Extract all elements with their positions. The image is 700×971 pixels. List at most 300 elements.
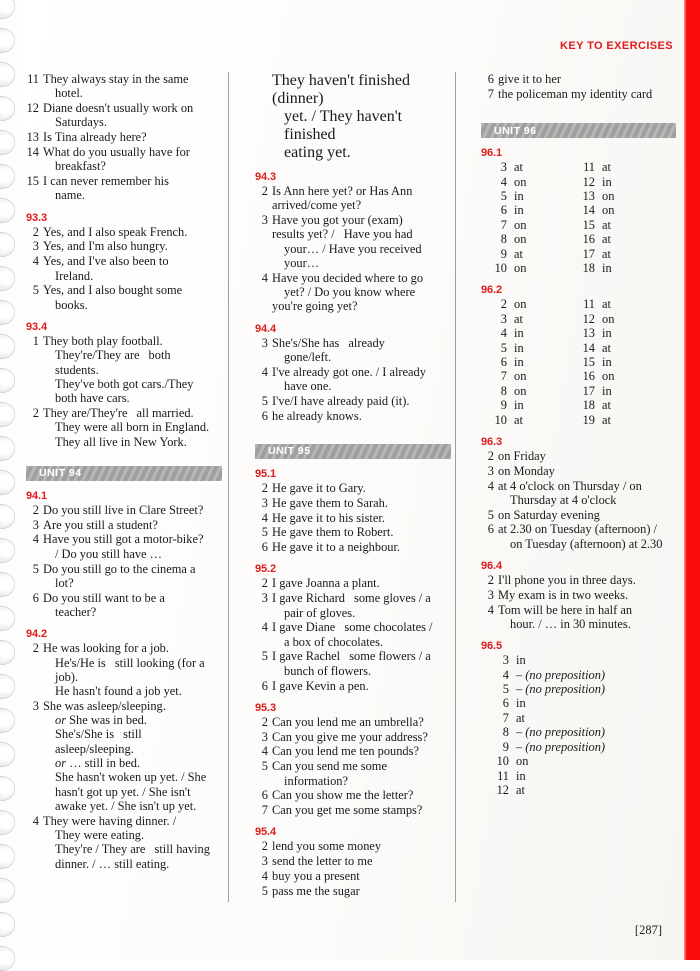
preposition-row-number: 14 <box>582 340 595 355</box>
answer-line: Can you send me some <box>272 759 387 774</box>
answer-item <box>26 503 222 517</box>
preposition-row-value: at <box>514 246 523 261</box>
answer-item <box>26 814 222 871</box>
answer-item-number: 3 <box>261 729 268 744</box>
answer-item <box>26 239 222 253</box>
preposition-row <box>487 740 676 754</box>
answer-line: results yet? / Have you had <box>272 227 413 242</box>
answer-item <box>481 508 676 522</box>
preposition-row-value: at <box>514 311 523 326</box>
preposition-row-value: on <box>514 174 527 189</box>
answer-line: I've already got one. / I already <box>272 364 426 379</box>
answer-list <box>255 839 451 898</box>
preposition-row-value: in <box>514 203 524 218</box>
answer-item <box>255 525 451 539</box>
preposition-row <box>487 232 575 246</box>
answer-line: the policeman my identity card <box>498 86 653 101</box>
answer-item-number: 14 <box>26 144 39 159</box>
answer-item <box>481 449 676 463</box>
body-columns <box>26 72 676 902</box>
answer-line: I gave Richard some gloves / a <box>272 591 431 606</box>
preposition-row <box>575 160 663 174</box>
preposition-row-value: on <box>514 232 527 247</box>
preposition-row-number: 12 <box>496 782 509 797</box>
answer-line: Saturdays. <box>55 115 107 130</box>
preposition-row-value: on <box>514 383 527 398</box>
answer-item-number: 3 <box>261 335 268 350</box>
answer-line: Have you decided where to go <box>272 270 424 285</box>
preposition-row <box>575 189 663 203</box>
preposition-row-value: at <box>514 412 523 427</box>
preposition-row-number: 2 <box>500 297 507 312</box>
answer-item-number: 6 <box>261 540 268 555</box>
answer-line: I'll phone you in three days. <box>498 573 636 588</box>
answer-item-number: 2 <box>32 224 39 239</box>
preposition-row <box>487 711 676 725</box>
answer-line: on Monday <box>498 463 555 478</box>
preposition-row-number: 16 <box>582 232 595 247</box>
binding-hole <box>0 606 15 631</box>
answer-item <box>255 759 451 788</box>
preposition-row-value: at <box>514 160 523 175</box>
answer-item <box>255 620 451 649</box>
column-divider-1 <box>228 72 229 902</box>
answer-line: / Do you still have … <box>55 546 163 561</box>
answer-item-number: 15 <box>26 174 39 189</box>
binding-hole <box>0 368 15 393</box>
exercise-heading-95-1: 95.1 <box>255 467 277 480</box>
answer-item-number: 6 <box>32 590 39 605</box>
answer-item <box>26 532 222 561</box>
exercise-heading-96-3: 96.3 <box>481 436 503 448</box>
preposition-row <box>487 355 575 369</box>
answer-item <box>26 101 222 130</box>
binding-hole <box>0 504 15 529</box>
answer-line: They haven't finished (dinner) <box>272 72 410 107</box>
preposition-row-number: 11 <box>497 768 509 783</box>
answer-line: Thursday at 4 o'clock <box>510 492 617 507</box>
answer-item-number: 13 <box>26 130 39 145</box>
continued-answer-list-96 <box>481 72 676 101</box>
preposition-row-number: 10 <box>496 754 509 769</box>
answer-item-number: 5 <box>487 507 494 522</box>
answer-item <box>26 406 222 449</box>
answer-item <box>26 130 222 144</box>
answer-line: They always stay in the same <box>43 72 189 86</box>
answer-item-number: 5 <box>261 393 268 408</box>
binding-hole <box>0 62 15 87</box>
preposition-row-number: 9 <box>500 398 507 413</box>
answer-line: name. <box>55 188 85 203</box>
binding-hole <box>0 96 15 121</box>
preposition-list-96-5 <box>481 653 676 797</box>
preposition-row-number: 7 <box>500 369 507 384</box>
answer-line: awake yet. / She isn't up yet. <box>55 798 197 813</box>
preposition-row-number: 4 <box>500 174 507 189</box>
answer-item-number: 2 <box>261 714 268 729</box>
answer-item <box>255 803 451 817</box>
preposition-row-value: at <box>602 412 611 427</box>
column-divider-2 <box>455 72 456 902</box>
answer-item-number: 4 <box>261 270 268 285</box>
answer-list-94-4 <box>255 336 451 423</box>
binding-hole <box>0 640 15 665</box>
answer-line: hotel. <box>55 86 83 101</box>
preposition-row <box>575 413 663 427</box>
preposition-row-value: on <box>514 297 527 312</box>
answer-line: at 4 o'clock on Thursday / on <box>498 478 642 493</box>
answer-item <box>255 271 451 314</box>
preposition-row <box>487 326 575 340</box>
answer-line: pass me the sugar <box>272 883 360 898</box>
preposition-row <box>487 341 575 355</box>
answer-line: your… <box>284 255 320 270</box>
preposition-row-value: on <box>514 260 527 275</box>
preposition-row <box>487 754 676 768</box>
binding-hole <box>0 164 15 189</box>
unit-banner-95 <box>255 444 451 459</box>
preposition-row-number: 14 <box>582 203 595 218</box>
answer-line: breakfast? <box>55 159 106 174</box>
answer-line: students. <box>55 362 99 377</box>
answer-line: I gave Diane some chocolates / <box>272 620 433 635</box>
preposition-row-value: in <box>516 696 526 711</box>
binding-hole <box>0 198 15 223</box>
preposition-row-value: at <box>602 160 611 175</box>
exercise-heading-95-3: 95.3 <box>255 701 277 714</box>
answer-list-96-4 <box>481 573 676 631</box>
answer-item-number: 4 <box>261 744 268 759</box>
answer-list <box>481 72 676 101</box>
answer-list <box>255 576 451 692</box>
preposition-row-value: at <box>516 782 525 797</box>
prep-col-left <box>487 297 575 427</box>
answer-line: He hasn't found a job yet. <box>55 684 182 699</box>
preposition-row-value: in <box>516 653 526 668</box>
unit-banner-95-label: UNIT 95 <box>268 445 311 458</box>
preposition-row-value: in <box>514 354 524 369</box>
answer-item <box>255 715 451 729</box>
answer-line: lot? <box>55 575 74 590</box>
preposition-row <box>487 189 575 203</box>
answer-item-number: 3 <box>487 587 494 602</box>
exercise-heading-94-1: 94.1 <box>26 489 48 502</box>
answer-list <box>255 715 451 818</box>
binding-hole <box>0 708 15 733</box>
preposition-row-value: on <box>602 188 615 203</box>
answer-line: Yes, and I also speak French. <box>43 224 188 239</box>
answer-line: Do you still go to the cinema a <box>43 561 196 576</box>
answer-list <box>26 641 222 871</box>
answer-line: teacher? <box>55 604 97 619</box>
preposition-row-number: 4 <box>500 326 507 341</box>
binding-hole <box>0 0 15 19</box>
binding-hole <box>0 844 15 869</box>
answer-line: hasn't got up yet. / She isn't <box>55 784 191 799</box>
preposition-row-value: in <box>514 188 524 203</box>
preposition-row <box>487 653 676 667</box>
answer-line: They're/They are both <box>55 348 171 363</box>
preposition-row-number: 3 <box>502 653 509 668</box>
answer-item <box>26 254 222 283</box>
binding-hole <box>0 436 15 461</box>
answer-item <box>255 591 451 620</box>
answer-line: I've/I have already paid (it). <box>272 393 410 408</box>
exercise-heading-94-3: 94.3 <box>255 171 277 183</box>
preposition-row <box>575 232 663 246</box>
answer-list-95-1 <box>255 481 451 554</box>
answer-item <box>481 479 676 508</box>
answer-item-number: 5 <box>32 561 39 576</box>
unit-banner-94 <box>26 466 222 481</box>
answer-line: Have you still got a motor-bike? <box>43 532 204 547</box>
answer-item-number: 3 <box>261 495 268 510</box>
answer-item-number: 1 <box>32 333 39 348</box>
answer-line: Do you still live in Clare Street? <box>43 502 204 517</box>
preposition-row-value: in <box>602 354 612 369</box>
preposition-row <box>487 247 575 261</box>
answer-line: He's/He is still looking (for a <box>55 655 205 670</box>
preposition-row <box>487 398 575 412</box>
answer-line: have one. <box>284 379 332 394</box>
preposition-row-value: in <box>602 260 612 275</box>
binding-hole <box>0 810 15 835</box>
answer-item-number: 4 <box>261 868 268 883</box>
answer-line: They are/They're all married. <box>43 405 194 420</box>
answer-item <box>481 72 676 86</box>
answer-item-number: 2 <box>32 502 39 517</box>
answer-line: She's/She is still asleep/sleeping. <box>55 727 142 756</box>
answer-list <box>26 225 222 312</box>
preposition-row-number: 18 <box>582 260 595 275</box>
answer-line: My exam is in two weeks. <box>498 587 629 602</box>
answer-line: gone/left. <box>284 349 332 364</box>
preposition-row <box>487 696 676 710</box>
answer-item-number: 4 <box>261 620 268 635</box>
answer-line: Can you lend me an umbrella? <box>272 714 424 729</box>
answer-item-number: 3 <box>261 591 268 606</box>
answer-line: Can you give me your address? <box>272 729 428 744</box>
column-3 <box>481 72 676 902</box>
preposition-row <box>575 355 663 369</box>
answer-item <box>481 87 676 101</box>
preposition-row <box>575 398 663 412</box>
answer-line: your… / Have you received <box>284 241 422 256</box>
answer-line: or … still in bed. <box>55 756 141 771</box>
preposition-row <box>487 369 575 383</box>
answer-line: you're going yet? <box>272 299 358 314</box>
answer-item-number: 2 <box>261 480 268 495</box>
answer-line: He gave it to his sister. <box>272 510 385 525</box>
answer-item-number: 2 <box>487 449 494 463</box>
answer-line: both have cars. <box>55 391 130 406</box>
preposition-row <box>487 769 676 783</box>
exercise-heading-96-4: 96.4 <box>481 560 503 573</box>
answer-list-95-3 <box>255 715 451 818</box>
answer-line: They all live in New York. <box>55 434 187 449</box>
answer-line: I can never remember his <box>43 174 169 189</box>
page-number: [287] <box>634 923 662 937</box>
page-edge-shadow <box>684 0 687 960</box>
answer-list <box>26 72 222 203</box>
answer-line: eating yet. <box>284 144 351 161</box>
preposition-row-number: 6 <box>502 696 509 711</box>
answer-line: on Saturday evening <box>498 507 600 522</box>
answer-list-95-2 <box>255 576 451 692</box>
exercise-heading-93-4: 93.4 <box>26 320 48 333</box>
preposition-row <box>575 218 663 232</box>
binding-hole <box>0 232 15 257</box>
answer-item <box>26 145 222 174</box>
answer-line: Yes, and I've also been to <box>43 254 169 269</box>
preposition-row <box>575 297 663 311</box>
preposition-row-number: 7 <box>500 217 507 232</box>
answer-item-number: 3 <box>261 854 268 869</box>
answer-item <box>26 174 222 203</box>
prep-col-right <box>575 297 663 427</box>
exercise-heading-93-3: 93.3 <box>26 211 48 224</box>
preposition-row-number: 5 <box>502 682 509 697</box>
answer-line: He gave them to Robert. <box>272 525 394 540</box>
preposition-row-number: 9 <box>502 739 509 754</box>
preposition-row-value: at <box>602 398 611 413</box>
exercise-heading-96-2: 96.2 <box>481 284 503 297</box>
preposition-table-96-2 <box>481 297 676 427</box>
preposition-row <box>575 261 663 275</box>
answer-item-number: 5 <box>32 283 39 298</box>
answer-item <box>26 72 222 101</box>
answer-item-number: 7 <box>487 86 494 101</box>
exercise-heading-95-4: 95.4 <box>255 826 277 839</box>
preposition-row-number: 15 <box>582 354 595 369</box>
answer-line: He gave them to Sarah. <box>272 495 388 510</box>
answer-line: pair of gloves. <box>284 605 356 620</box>
answer-list-94-3 <box>255 184 451 314</box>
exercise-heading-96-5: 96.5 <box>481 640 503 653</box>
answer-line: at 2.30 on Tuesday (afternoon) / <box>498 522 657 537</box>
preposition-row <box>487 203 575 217</box>
preposition-row <box>575 326 663 340</box>
spiral-binding-holes <box>0 0 26 960</box>
answer-item-number: 6 <box>261 408 268 423</box>
exercise-heading-94-4: 94.4 <box>255 322 277 335</box>
binding-hole <box>0 470 15 495</box>
continued-answer-lines <box>255 72 451 162</box>
unit-banner-96 <box>481 123 676 138</box>
preposition-row-number: 7 <box>502 710 509 725</box>
answer-item <box>481 588 676 602</box>
preposition-row-number: 17 <box>582 383 595 398</box>
answer-line: She's/She has already <box>272 335 385 350</box>
exercise-heading-94-2: 94.2 <box>26 628 48 641</box>
answer-item <box>481 603 676 632</box>
preposition-row <box>487 682 676 696</box>
answer-item <box>481 464 676 478</box>
answer-item <box>26 699 222 813</box>
binding-hole <box>0 334 15 359</box>
preposition-row-value: – (no preposition) <box>516 667 606 682</box>
answer-line: on Tuesday (afternoon) at 2.30 <box>510 536 663 551</box>
running-head: KEY TO EXERCISES <box>560 40 673 52</box>
preposition-row-number: 8 <box>500 232 507 247</box>
answer-line: Can you show me the letter? <box>272 788 414 803</box>
answer-line: buy you a present <box>272 868 360 883</box>
continued-lines <box>255 72 451 162</box>
answer-item <box>255 869 451 883</box>
preposition-row-number: 3 <box>500 311 507 326</box>
preposition-row-number: 19 <box>582 412 595 427</box>
answer-line: send the letter to me <box>272 854 373 869</box>
answer-item-number: 3 <box>32 239 39 254</box>
answer-line: Yes, and I'm also hungry. <box>43 239 168 254</box>
answer-line: She was asleep/sleeping. <box>43 698 166 713</box>
answer-item-number: 5 <box>261 649 268 664</box>
answer-item <box>255 679 451 693</box>
answer-item <box>255 184 451 213</box>
answer-line: He gave it to a neighbour. <box>272 540 401 555</box>
answer-line: job). <box>55 669 79 684</box>
answer-item-number: 4 <box>32 813 39 828</box>
answer-line: They're / They are still having <box>55 842 210 857</box>
answer-item <box>255 854 451 868</box>
answer-line: Ireland. <box>55 268 94 283</box>
answer-line: hour. / … in 30 minutes. <box>510 616 631 631</box>
answer-item <box>255 576 451 590</box>
preposition-row-number: 12 <box>582 174 595 189</box>
preposition-row-value: at <box>602 232 611 247</box>
answer-item <box>255 540 451 554</box>
column-2 <box>255 72 451 902</box>
binding-hole <box>0 538 15 563</box>
preposition-row-number: 8 <box>500 383 507 398</box>
answer-line: What do you usually have for <box>43 144 190 159</box>
preposition-row-value: in <box>514 398 524 413</box>
answer-item <box>26 334 222 405</box>
answer-item-number: 5 <box>261 883 268 898</box>
answer-item <box>255 649 451 678</box>
answer-item-number: 3 <box>32 698 39 713</box>
answer-line: I gave Rachel some flowers / a <box>272 649 431 664</box>
preposition-row-number: 4 <box>502 667 509 682</box>
answer-item-number: 2 <box>261 576 268 591</box>
answer-item-number: 11 <box>27 72 39 86</box>
preposition-row-value: on <box>516 754 529 769</box>
answer-line: I gave Joanna a plant. <box>272 576 380 591</box>
binding-hole <box>0 130 15 155</box>
answer-item-number: 4 <box>261 510 268 525</box>
answer-line: on Friday <box>498 449 546 463</box>
answer-line: or She was in bed. <box>55 713 147 728</box>
preposition-row-value: at <box>602 217 611 232</box>
preposition-row-number: 9 <box>500 246 507 261</box>
answer-item-number: 4 <box>32 254 39 269</box>
answer-line: give it to her <box>498 72 561 86</box>
exercise-heading-96-1: 96.1 <box>481 147 503 160</box>
answer-line: Are you still a student? <box>43 517 158 532</box>
answer-list-93-4 <box>26 334 222 449</box>
answer-item-number: 12 <box>26 101 39 116</box>
answer-item <box>481 573 676 587</box>
answer-line: Can you lend me ten pounds? <box>272 744 419 759</box>
answer-item-number: 2 <box>261 839 268 854</box>
binding-hole <box>0 28 15 53</box>
preposition-row-number: 13 <box>582 326 595 341</box>
preposition-row-number: 18 <box>582 398 595 413</box>
answer-item-number: 3 <box>487 463 494 478</box>
answer-line: lend you some money <box>272 839 382 854</box>
answer-item-number: 4 <box>487 602 494 617</box>
preposition-row <box>575 203 663 217</box>
